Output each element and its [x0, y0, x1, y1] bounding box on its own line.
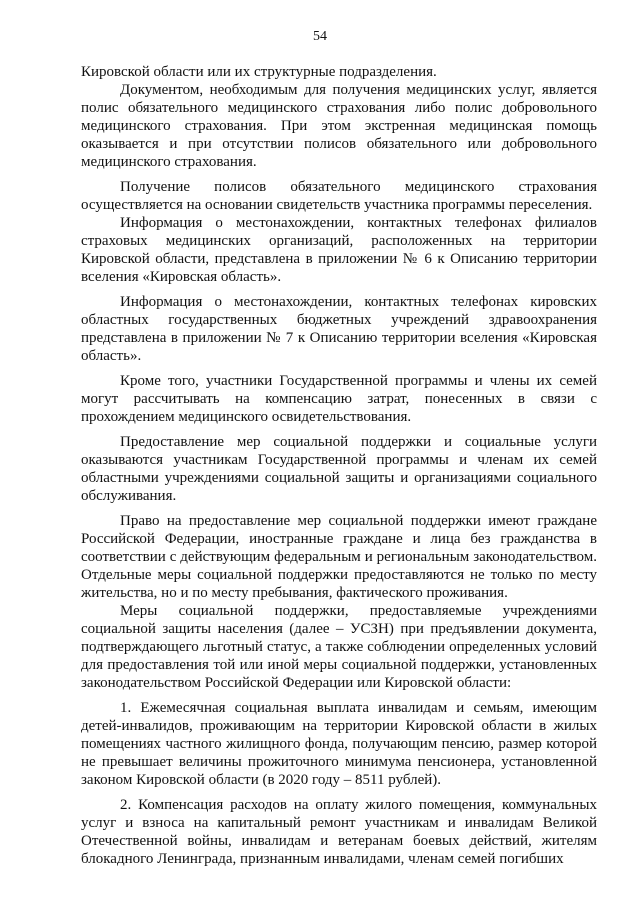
paragraph-2: Документом, необходимым для получения медицинских услуг, является полис обязательного медицинского страхования либо полис добровольного медицинского страхования. При этом экстренная медицинская помощь оказывается и при отсутствии полисов обязательного или добровольного медицинского страхования. — [81, 82, 597, 170]
paragraph-1: Кировской области или их структурные подразделения. — [81, 64, 437, 80]
paragraph-11: 2. Компенсация расходов на оплату жилого помещения, коммунальных услуг и взноса на капитальный ремонт участникам и инвалидам Великой Отечественной войны, инвалидам и ветеранам боевых действий, жителям блокадного Ленинграда, признанным инвалидами, членам семей погибших — [81, 797, 597, 867]
paragraph-8: Право на предоставление мер социальной поддержки имеют граждане Российской Федерации, иностранные граждане и лица без гражданства в соответствии с действующим федеральным и региональным законодательством. Отдельные меры социальной поддержки предоставляются не только по месту жительства, но и по месту пребывания, фактического проживания. — [81, 513, 597, 601]
paragraph-7: Предоставление мер социальной поддержки и социальные услуги оказываются участникам Государственной программы и членам их семей областными учреждениями социальной защиты и организациями социального обслуживания. — [81, 434, 597, 504]
paragraph-6: Кроме того, участники Государственной программы и члены их семей могут рассчитывать на компенсацию затрат, понесенных в связи с прохождением медицинского освидетельствования. — [81, 373, 597, 425]
paragraph-10: 1. Ежемесячная социальная выплата инвалидам и семьям, имеющим детей-инвалидов, проживающим на территории Кировской области в жилых помещениях частного жилищного фонда, получающим пенсию, размер которой не превышает величины прожиточного минимума пенсионера, установленной законом Кировской области (в 2020 году – 8511 рублей). — [81, 700, 597, 788]
document-body — [81, 63, 597, 868]
page-number: 54 — [313, 29, 327, 44]
paragraph-3: Получение полисов обязательного медицинского страхования осуществляется на основании свидетельств участника программы переселения. — [81, 179, 597, 213]
paragraph-9: Меры социальной поддержки, предоставляемые учреждениями социальной защиты населения (далее – УСЗН) при предъявлении документа, подтверждающего льготный статус, а также соблюдении определенных условий для предоставления той или иной меры социальной поддержки, установленных законодательством Российской Федерации или Кировской области: — [81, 603, 597, 691]
paragraph-5: Информация о местонахождении, контактных телефонах кировских областных государственных бюджетных учреждений здравоохранения представлена в приложении № 7 к Описанию территории вселения «Кировская область». — [81, 294, 597, 364]
paragraph-4: Информация о местонахождении, контактных телефонах филиалов страховых медицинских организаций, расположенных на территории Кировской области, представлена в приложении № 6 к Описанию территории вселения «Кировская область». — [81, 215, 597, 285]
